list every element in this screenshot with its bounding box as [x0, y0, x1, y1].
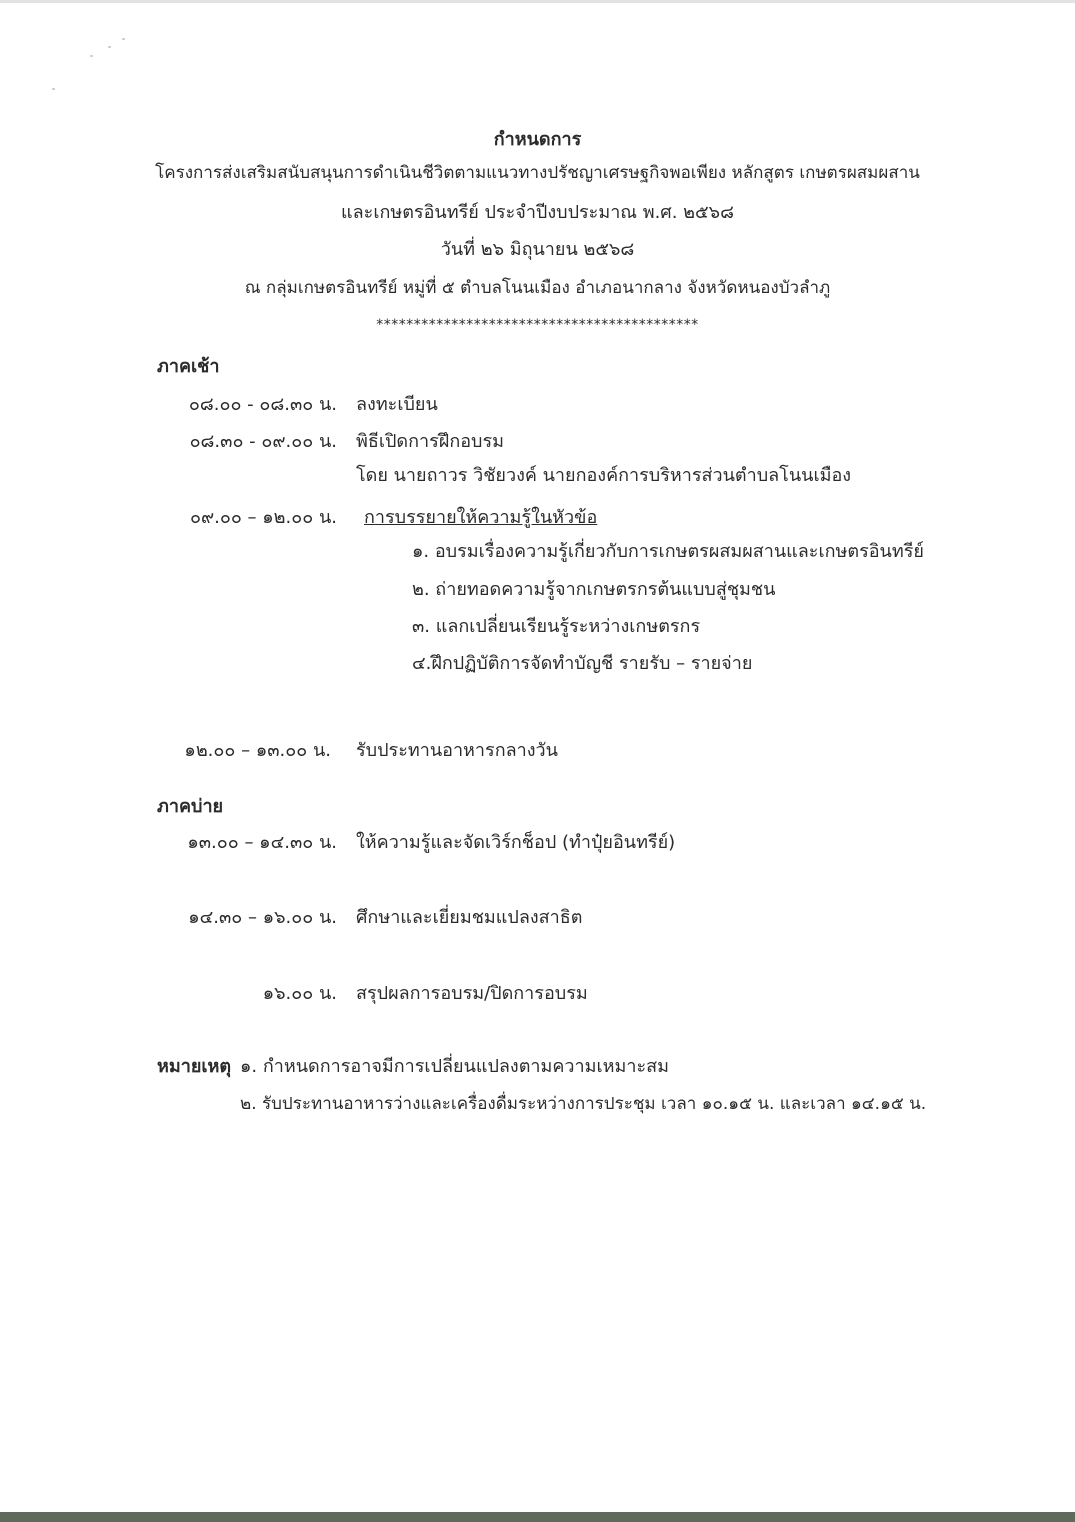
scan-top-edge — [0, 0, 1075, 3]
lecture-topic-item: ๓. แลกเปลี่ยนเรียนรู้ระหว่างเกษตรกร — [412, 616, 701, 637]
scan-speck — [122, 38, 125, 40]
schedule-activity: สรุปผลการอบรม/ปิดการอบรม — [356, 983, 588, 1004]
schedule-time: ๑๔.๓๐ – ๑๖.๐๐ น. — [188, 907, 337, 928]
afternoon-heading: ภาคบ่าย — [157, 796, 224, 817]
notes-label: หมายเหตุ — [157, 1056, 232, 1077]
schedule-activity: ให้ความรู้และจัดเวิร์กช็อป (ทำปุ๋ยอินทรีย์) — [356, 832, 676, 853]
schedule-activity: รับประทานอาหารกลางวัน — [356, 740, 558, 761]
scan-speck — [108, 46, 111, 48]
scan-speck — [90, 55, 93, 57]
scan-speck — [52, 88, 55, 90]
schedule-time: ๑๓.๐๐ – ๑๔.๓๐ น. — [187, 832, 337, 853]
schedule-time: ๐๘.๓๐ - ๐๙.๐๐ น. — [189, 431, 337, 452]
schedule-activity: พิธีเปิดการฝึกอบรม — [356, 431, 505, 452]
project-name-line1: โครงการส่งเสริมสนับสนุนการดำเนินชีวิตตามแนวทางปรัชญาเศรษฐกิจพอเพียง หลักสูตร เกษตรผสมผสาน — [155, 163, 920, 183]
schedule-time: ๐๙.๐๐ – ๑๒.๐๐ น. — [189, 507, 337, 528]
separator-line: ******************************************* — [376, 317, 699, 333]
schedule-activity: ศึกษาและเยี่ยมชมแปลงสาธิต — [356, 907, 583, 928]
schedule-time: ๐๘.๐๐ - ๐๘.๓๐ น. — [188, 394, 337, 415]
note-item: ๑. กำหนดการอาจมีการเปลี่ยนแปลงตามความเหมาะสม — [240, 1056, 670, 1077]
scan-bottom-edge — [0, 1512, 1075, 1522]
schedule-activity: ลงทะเบียน — [356, 394, 438, 415]
lecture-topic-item: ๒. ถ่ายทอดความรู้จากเกษตรกรต้นแบบสู่ชุมชน — [412, 579, 776, 600]
note-item: ๒. รับประทานอาหารว่างและเครื่องดื่มระหว่างการประชุม เวลา ๑๐.๑๕ น. และเวลา ๑๔.๑๕ น. — [240, 1094, 927, 1114]
lecture-topic-item: ๑. อบรมเรื่องความรู้เกี่ยวกับการเกษตรผสมผสานและเกษตรอินทรีย์ — [412, 541, 924, 562]
morning-heading: ภาคเช้า — [157, 356, 220, 377]
event-location: ณ กลุ่มเกษตรอินทรีย์ หมู่ที่ ๕ ตำบลโนนเมือง อำเภอนากลาง จังหวัดหนองบัวลำภู — [244, 278, 831, 298]
schedule-activity-detail: โดย นายถาวร วิชัยวงค์ นายกองค์การบริหารส่วนตำบลโนนเมือง — [356, 465, 852, 486]
lecture-topics-heading: การบรรยายให้ความรู้ในหัวข้อ — [364, 507, 598, 528]
schedule-time: ๑๖.๐๐ น. — [262, 983, 337, 1004]
project-name-line2: และเกษตรอินทรีย์ ประจำปีงบประมาณ พ.ศ. ๒๕๖๘ — [341, 202, 734, 223]
lecture-topic-item: ๔.ฝึกปฏิบัติการจัดทำบัญชี รายรับ – รายจ่าย — [412, 653, 753, 674]
event-date: วันที่ ๒๖ มิถุนายน ๒๕๖๘ — [440, 239, 635, 260]
schedule-time: ๑๒.๐๐ – ๑๓.๐๐ น. — [184, 740, 331, 761]
document-title: กำหนดการ — [493, 129, 582, 150]
